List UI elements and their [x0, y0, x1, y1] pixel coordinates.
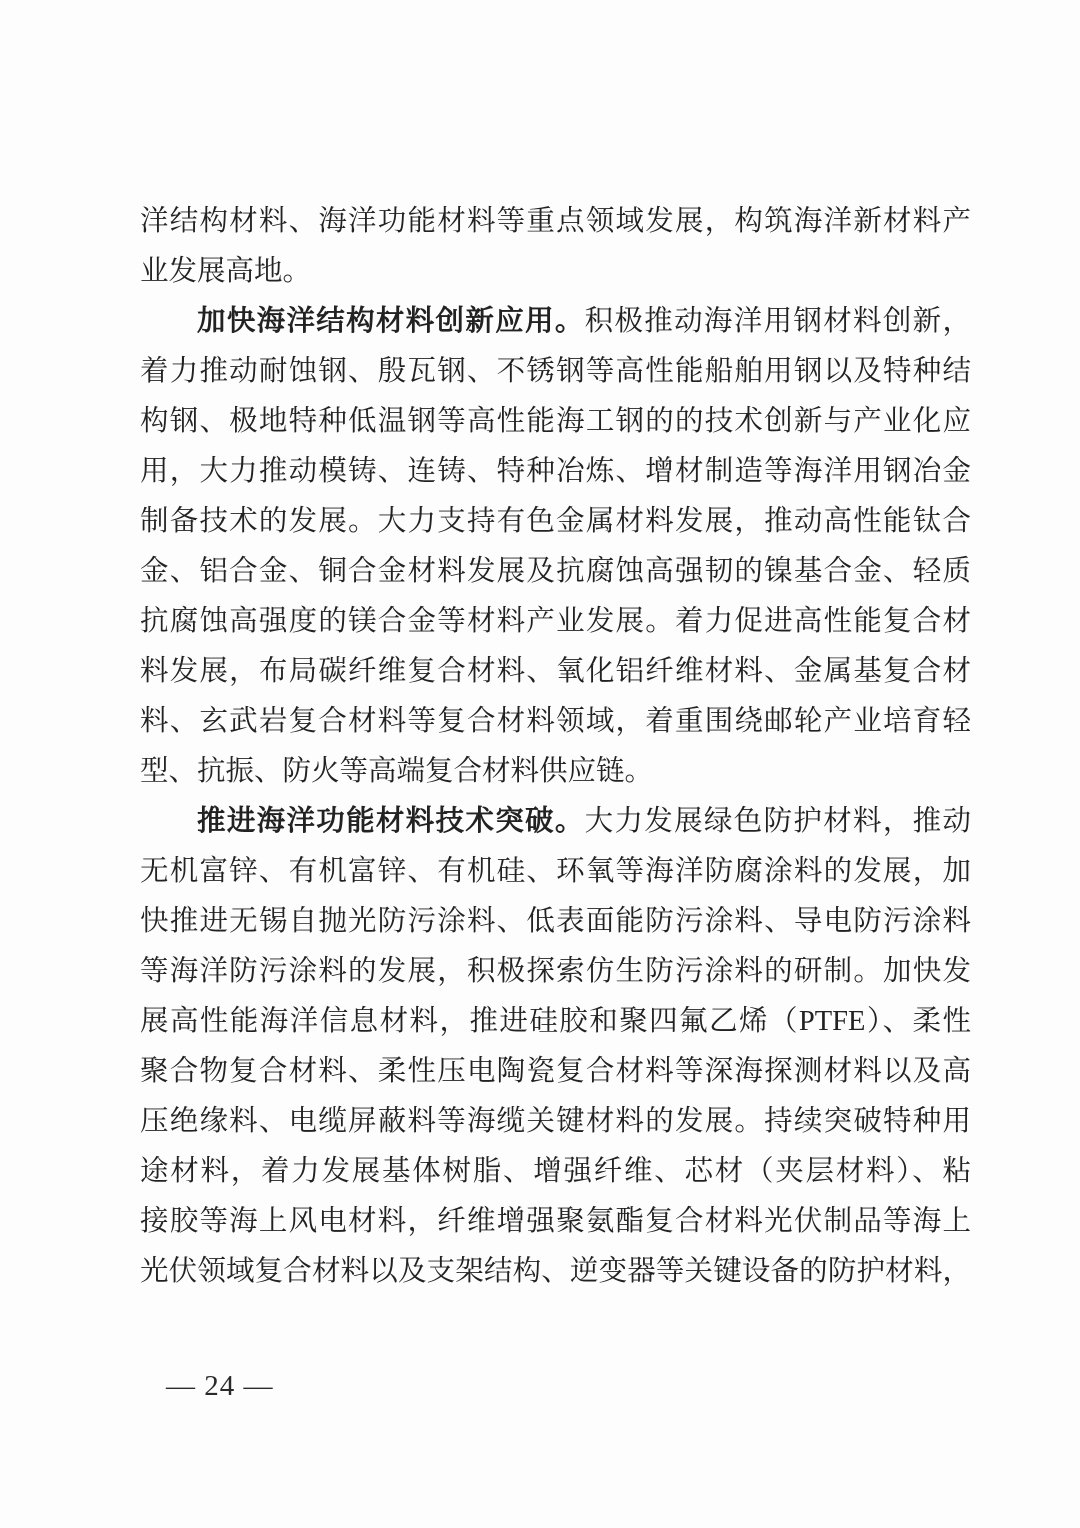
text-segment: 积极推动海洋用钢材料创新，: [584, 306, 971, 337]
text-segment: 金、铝合金、铜合金材料发展及抗腐蚀高强韧的镍基合金、轻质: [140, 556, 971, 587]
document-line: [140, 197, 971, 247]
document-line: [140, 497, 971, 547]
document-line: [140, 947, 971, 997]
heading-segment: 加快海洋结构材料创新应用。: [197, 306, 585, 337]
text-segment: 洋结构材料、海洋功能材料等重点领域发展，构筑海洋新材料产: [140, 206, 971, 237]
text-segment: 料发展，布局碳纤维复合材料、氧化铝纤维材料、金属基复合材: [140, 656, 971, 687]
document-line: [140, 397, 971, 447]
text-segment: 用，大力推动模铸、连铸、特种冶炼、增材制造等海洋用钢冶金: [140, 456, 971, 487]
text-segment: 构钢、极地特种低温钢等高性能海工钢的的技术创新与产业化应: [140, 406, 971, 437]
text-segment: 无机富锌、有机富锌、有机硅、环氧等海洋防腐涂料的发展，加: [140, 856, 971, 887]
document-line: [140, 1097, 971, 1147]
page-number: — 24 —: [166, 1370, 274, 1402]
text-segment: 展高性能海洋信息材料，推进硅胶和聚四氟乙烯（PTFE）、柔性: [140, 1006, 971, 1037]
text-segment: 抗腐蚀高强度的镁合金等材料产业发展。着力促进高性能复合材: [140, 606, 971, 637]
text-segment: 途材料，着力发展基体树脂、增强纤维、芯材（夹层材料）、粘: [140, 1156, 971, 1187]
text-segment: 接胶等海上风电材料，纤维增强聚氨酯复合材料光伏制品等海上: [140, 1206, 971, 1237]
document-line: [140, 1197, 971, 1247]
text-segment: 业发展高地。: [140, 256, 312, 287]
text-segment: 聚合物复合材料、柔性压电陶瓷复合材料等深海探测材料以及高: [140, 1056, 971, 1087]
text-segment: 压绝缘料、电缆屏蔽料等海缆关键材料的发展。持续突破特种用: [140, 1106, 971, 1137]
document-lines: [140, 197, 971, 1297]
heading-segment: 推进海洋功能材料技术突破。: [197, 806, 585, 837]
document-line: [140, 547, 971, 597]
text-segment: 制备技术的发展。大力支持有色金属材料发展，推动高性能钛合: [140, 506, 971, 537]
document-line: [140, 897, 971, 947]
text-segment: 等海洋防污涂料的发展，积极探索仿生防污涂料的研制。加快发: [140, 956, 971, 987]
document-line: [140, 297, 971, 347]
document-line: [140, 347, 971, 397]
document-line: [140, 997, 971, 1047]
document-line: [140, 447, 971, 497]
document-line: [140, 797, 971, 847]
document-line: [140, 1047, 971, 1097]
text-segment: 料、玄武岩复合材料等复合材料领域，着重围绕邮轮产业培育轻: [140, 706, 971, 737]
document-line: [140, 1247, 971, 1297]
text-segment: 大力发展绿色防护材料，推动: [584, 806, 971, 837]
text-segment: 着力推动耐蚀钢、殷瓦钢、不锈钢等高性能船舶用钢以及特种结: [140, 356, 971, 387]
document-line: [140, 747, 971, 797]
text-segment: 光伏领域复合材料以及支架结构、逆变器等关键设备的防护材料，: [140, 1256, 971, 1287]
document-line: [140, 847, 971, 897]
document-line: [140, 247, 971, 297]
text-segment: 快推进无锡自抛光防污涂料、低表面能防污涂料、导电防污涂料: [140, 906, 971, 937]
document-line: [140, 1147, 971, 1197]
document-line: [140, 647, 971, 697]
document-line: [140, 697, 971, 747]
document-line: [140, 597, 971, 647]
text-segment: 型、抗振、防火等高端复合材料供应链。: [140, 756, 654, 787]
